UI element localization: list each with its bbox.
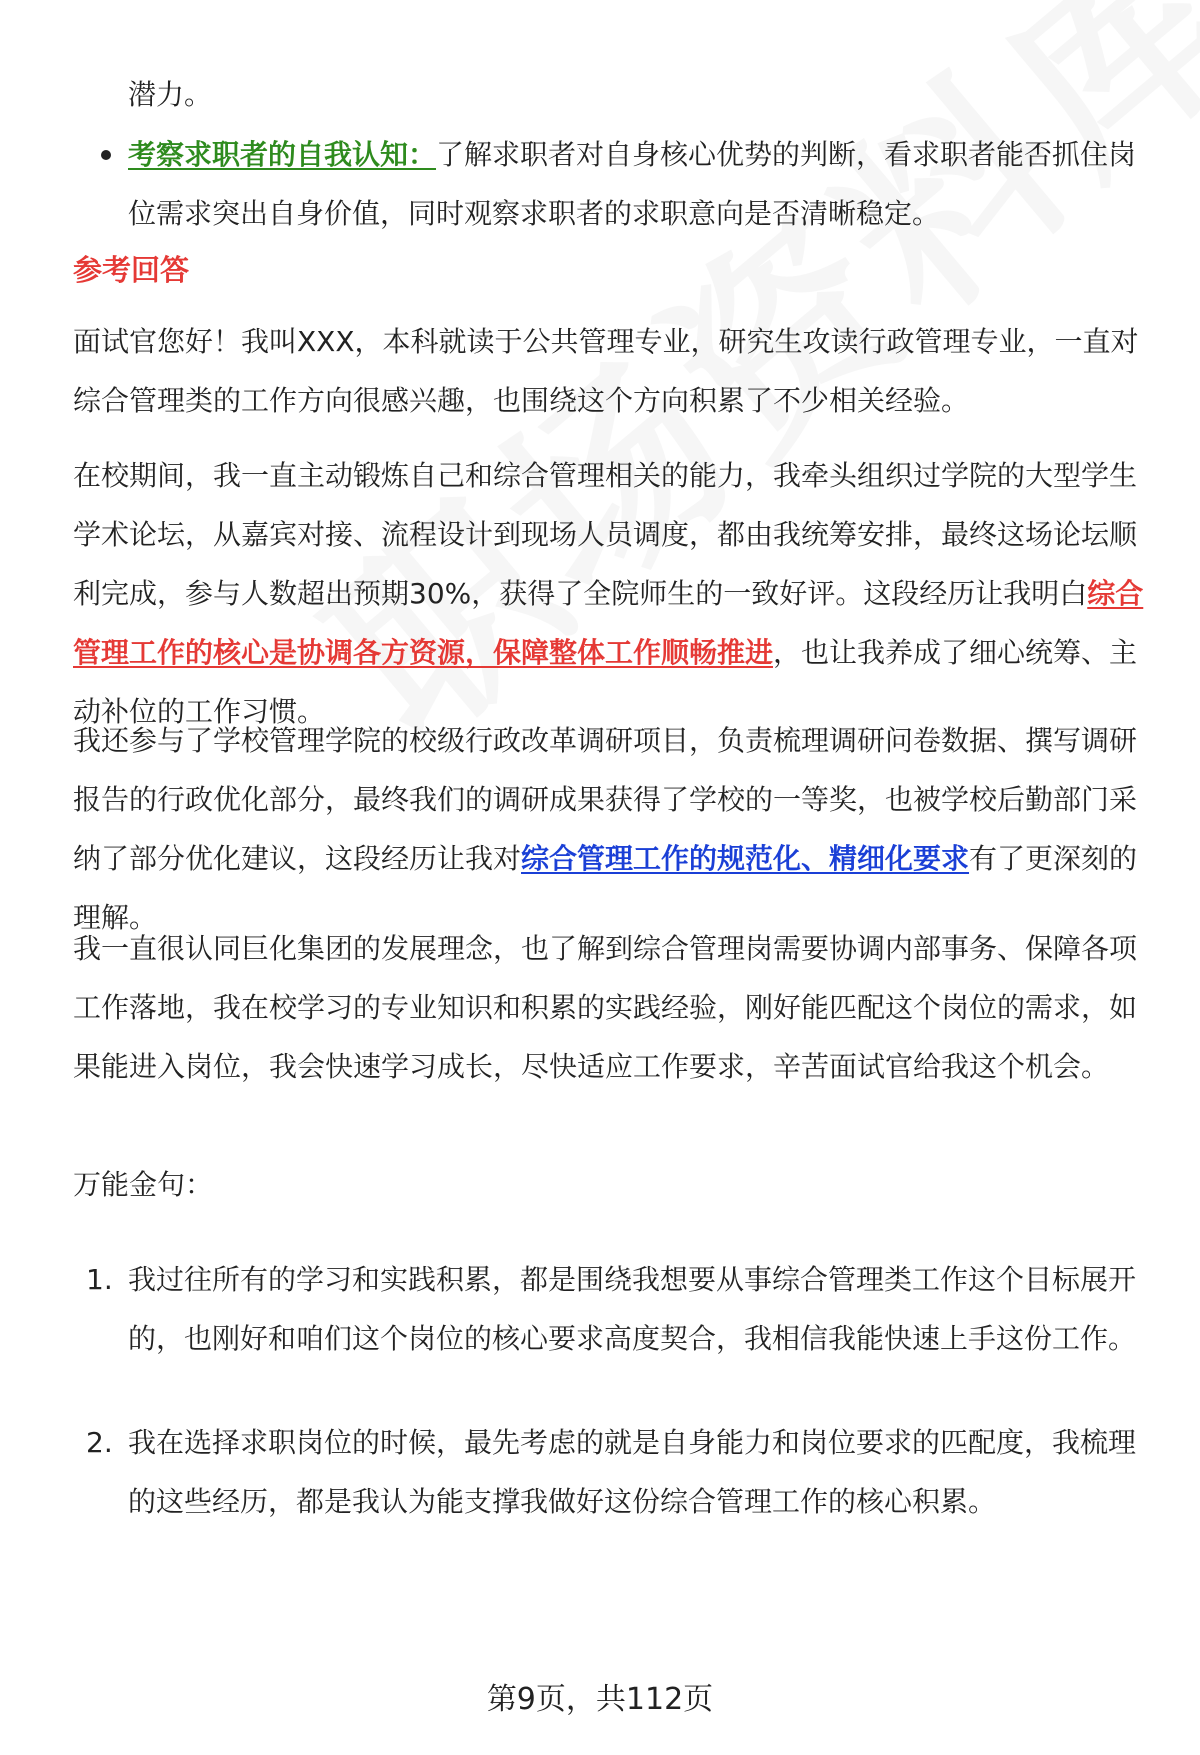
intro-tail: 潜力。 <box>128 78 213 111</box>
paragraph-intro: 面试官您好！我叫XXX，本科就读于公共管理专业，研究生攻读行政管理专业，一直对综合管理类的工作方向很感兴趣，也围绕这个方向积累了不少相关经验。 <box>73 325 1139 417</box>
section-heading: 参考回答 <box>73 253 190 287</box>
page-number: 第9页，共112页 <box>486 1682 714 1717</box>
list-number: 2. <box>86 1426 113 1459</box>
golden-label: 万能金句： <box>73 1168 214 1201</box>
paragraph-company: 我一直很认同巨化集团的发展理念，也了解到综合管理岗需要协调内部事务、保障各项工作落地，我在校学习的专业知识和积累的实践经验，刚好能匹配这个岗位的需求，如果能进入岗位，我会快速学习成长，尽快适应工作要求，辛苦面试官给我这个机会。 <box>73 932 1138 1083</box>
list-item: 我在选择求职岗位的时候，最先考虑的就是自身能力和岗位要求的匹配度，我梳理的这些经历，都是我认为能支撑我做好这份综合管理工作的核心积累。 <box>128 1426 1137 1518</box>
list-item: 我过往所有的学习和实践积累，都是围绕我想要从事综合管理类工作这个目标展开的，也刚好和咱们这个岗位的核心要求高度契合，我相信我能快速上手这份工作。 <box>128 1263 1137 1355</box>
bullet-item <box>128 125 1148 243</box>
paragraph-research-before: 我还参与了学校管理学院的校级行政改革调研项目，负责梳理调研问卷数据、撰写调研报告的行政优化部分，最终我们的调研成果获得了学校的一等奖，也被学校后勤部门采纳了部分优化建议，这段经历让我对 <box>73 724 1138 875</box>
paragraph-campus-highlight: 综合管理工作的核心是协调各方资源，保障整体工作顺畅推进 <box>73 577 1144 669</box>
list-number: 1. <box>86 1263 113 1296</box>
bullet-text: 了解求职者对自身核心优势的判断，看求职者能否抓住岗位需求突出自身价值，同时观察求职者的求职意向是否清晰稳定。 <box>128 138 1137 230</box>
paragraph-research <box>73 711 1148 947</box>
paragraph-campus-before: 在校期间，我一直主动锻炼自己和综合管理相关的能力，我牵头组织过学院的大型学生学术论坛，从嘉宾对接、流程设计到现场人员调度，都由我统筹安排，最终这场论坛顺利完成，参与人数超出预期30%，获得了全院师生的一致好评。这段经历让我明白 <box>73 459 1138 610</box>
bullet-dot-icon <box>101 150 111 160</box>
paragraph-research-after: 有了更深刻的理解。 <box>73 842 1138 934</box>
paragraph-campus-after: ，也让我养成了细心统筹、主动补位的工作习惯。 <box>73 636 1138 728</box>
paragraph-campus <box>73 446 1148 741</box>
paragraph-research-highlight: 综合管理工作的规范化、精细化要求 <box>521 842 970 875</box>
bullet-key: 考察求职者的自我认知： <box>128 138 437 171</box>
